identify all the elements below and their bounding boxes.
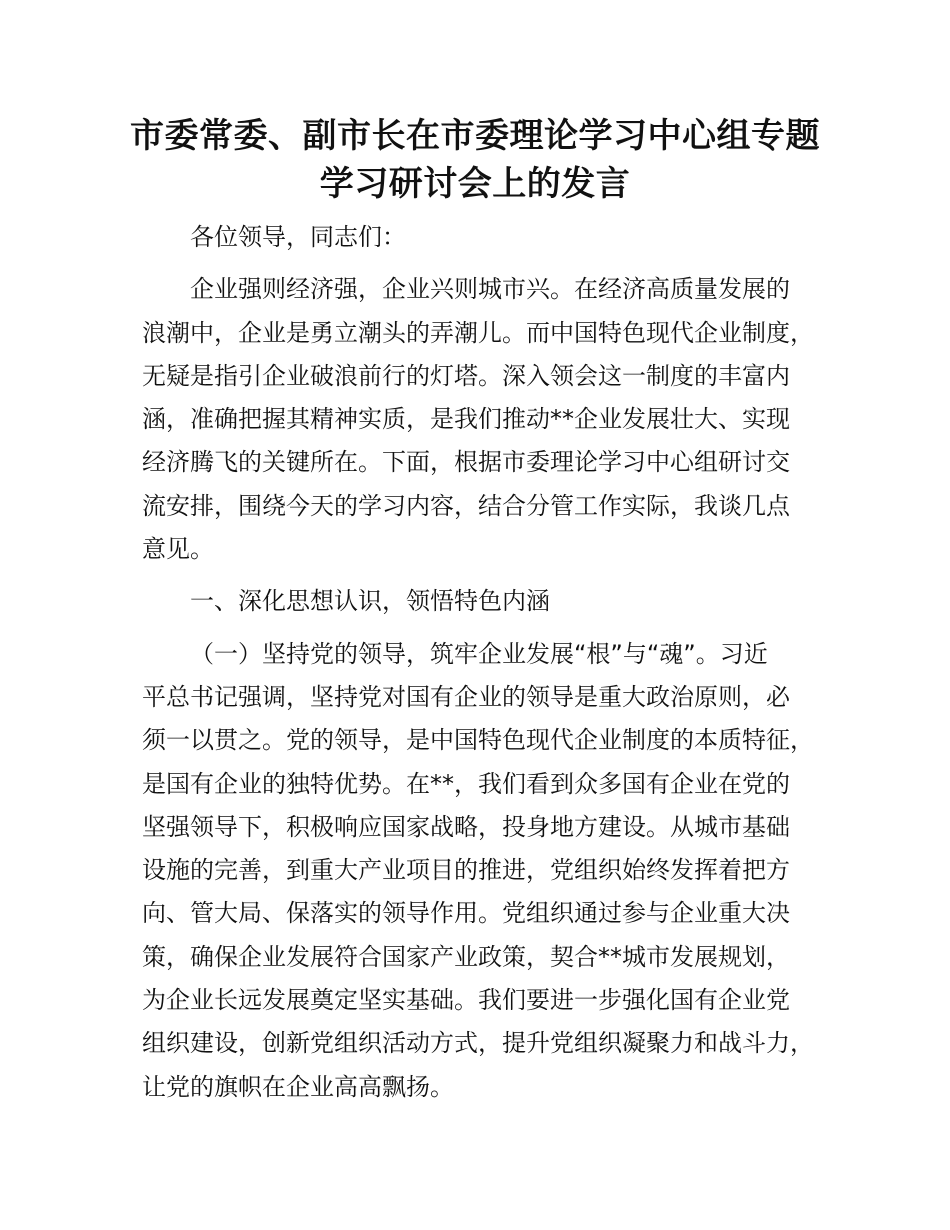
document-body [142, 216, 832, 1118]
document-title [0, 112, 950, 208]
text-line: 一、深化思想认识，领悟特色内涵 [190, 587, 550, 616]
text-line: 坚强领导下，积极响应国家战略，投身地方建设。从城市基础 [142, 812, 790, 841]
text-line: 无疑是指引企业破浪前行的灯塔。深入领会这一制度的丰富内 [142, 361, 790, 390]
title-line: 市委常委、副市长在市委理论学习中心组专题 [130, 116, 820, 156]
text-line: 意见。 [142, 535, 214, 564]
text-line: 经济腾飞的关键所在。下面，根据市委理论学习中心组研讨交 [142, 448, 790, 477]
text-line: 各位领导，同志们： [190, 223, 406, 251]
text-line: 是国有企业的独特优势。在**，我们看到众多国有企业在党的 [142, 769, 790, 798]
intro-paragraph [142, 268, 832, 571]
text-line: 平总书记强调，坚持党对国有企业的领导是重大政治原则，必 [142, 682, 790, 711]
text-line: 让党的旗帜在企业高高飘扬。 [142, 1072, 454, 1101]
text-line: 组织建设，创新党组织活动方式，提升党组织凝聚力和战斗力， [142, 1029, 814, 1058]
text-line: 为企业长远发展奠定坚实基础。我们要进一步强化国有企业党 [142, 986, 790, 1015]
text-line: 策，确保企业发展符合国家产业政策，契合**城市发展规划， [142, 942, 790, 971]
body-paragraph [142, 633, 832, 1109]
text-line: 向、管大局、保落实的领导作用。党组织通过参与企业重大决 [142, 899, 790, 928]
text-line: 设施的完善，到重大产业项目的推进，党组织始终发挥着把方 [142, 856, 790, 885]
text-line: （一）坚持党的领导，筑牢企业发展“根”与“魂”。习近 [190, 639, 768, 668]
text-line: 企业强则经济强，企业兴则城市兴。在经济高质量发展的 [190, 275, 790, 304]
title-line: 学习研讨会上的发言 [319, 164, 631, 204]
text-line: 须一以贯之。党的领导，是中国特色现代企业制度的本质特征， [142, 726, 814, 755]
text-line: 流安排，围绕今天的学习内容，结合分管工作实际，我谈几点 [142, 491, 790, 520]
text-line: 浪潮中，企业是勇立潮头的弄潮儿。而中国特色现代企业制度， [142, 318, 814, 347]
salutation-paragraph [142, 216, 832, 259]
section-heading [142, 580, 832, 623]
text-line: 涵，准确把握其精神实质，是我们推动**企业发展壮大、实现 [142, 405, 790, 434]
